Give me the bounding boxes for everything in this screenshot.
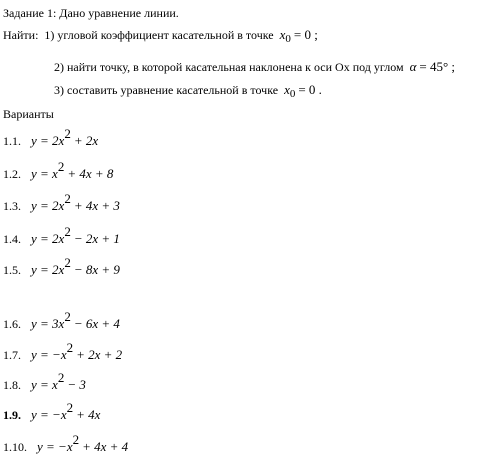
variant-item (3, 400, 101, 423)
step3-text: 3) составить уравнение касательной в точке (54, 83, 279, 97)
step2-math: α (409, 59, 417, 74)
variant-number: 1.3. (3, 199, 21, 213)
variant-item (3, 370, 86, 393)
variant-formula-post: + 4x (76, 407, 101, 422)
variant-number: 1.8. (3, 378, 21, 392)
variant-number: 1.5. (3, 263, 21, 277)
variant-number: 1.7. (3, 348, 21, 362)
variant-formula-exp: 2 (64, 126, 71, 141)
task-step-1 (3, 28, 318, 46)
step2-tail: = 45° ; (419, 59, 456, 74)
variant-item (3, 191, 120, 214)
variant-formula-post: − 8x + 9 (73, 262, 120, 277)
variant-formula-exp: 2 (64, 255, 71, 270)
step1-tail: = 0 ; (293, 27, 318, 42)
variant-formula-pre: y = 2x (31, 231, 65, 246)
variant-number: 1.2. (3, 167, 21, 181)
variant-number: 1.6. (3, 317, 21, 331)
variant-formula-exp: 2 (64, 224, 71, 239)
variants-header: Варианты (3, 107, 54, 121)
variant-formula-pre: y = −x (31, 407, 67, 422)
step2-text: 2) найти точку, в которой касательная наклонена к оси Ox под углом (54, 60, 404, 74)
variant-formula-post: − 2x + 1 (73, 231, 120, 246)
variant-formula-post: − 6x + 4 (73, 316, 120, 331)
variant-formula-exp: 2 (66, 340, 74, 355)
variant-number: 1.1. (3, 134, 21, 148)
task-title: Задание 1: Дано уравнение линии. (3, 6, 179, 20)
variant-number: 1.4. (3, 232, 21, 246)
variant-formula-pre: y = −x (31, 347, 67, 362)
variant-formula-exp: 2 (57, 370, 65, 385)
variant-formula-post: + 4x + 3 (73, 198, 120, 213)
step3-tail: = 0 . (298, 82, 322, 97)
variant-item (3, 224, 120, 247)
variant-formula-post: + 2x (73, 133, 99, 148)
variant-formula-pre: y = 2x (31, 262, 65, 277)
variant-formula-pre: y = x (31, 166, 58, 181)
variant-formula-post: − 3 (67, 377, 86, 392)
variant-formula-exp: 2 (72, 432, 80, 447)
find-label: Найти: (3, 28, 39, 42)
step3-sub: 0 (289, 88, 296, 100)
variant-formula-exp: 2 (64, 309, 71, 324)
task-step-2 (54, 60, 455, 74)
variant-formula-exp: 2 (66, 400, 74, 415)
variant-formula-pre: y = −x (37, 439, 73, 454)
variant-formula-exp: 2 (57, 159, 65, 174)
variant-formula-pre: y = 3x (31, 316, 65, 331)
step1-math: x (279, 27, 286, 42)
variant-formula-post: + 4x + 4 (82, 439, 129, 454)
variant-item (3, 255, 120, 278)
variant-formula-pre: y = 2x (31, 133, 65, 148)
variant-number: 1.9. (3, 408, 21, 422)
variant-item (3, 340, 123, 363)
step1-text: 1) угловой коэффициент касательной в точке (44, 28, 274, 42)
variant-item (3, 309, 120, 332)
variant-item (3, 159, 114, 182)
variant-formula-post: + 2x + 2 (76, 347, 123, 362)
variant-number: 1.10. (3, 440, 27, 454)
step1-sub: 0 (285, 33, 291, 45)
task-step-3 (54, 83, 322, 101)
variant-formula-exp: 2 (64, 191, 71, 206)
variant-formula-pre: y = 2x (31, 198, 65, 213)
step3-math: x (284, 82, 290, 97)
variant-formula-pre: y = x (31, 377, 58, 392)
variant-item (3, 432, 129, 455)
variant-item (3, 126, 99, 149)
variant-formula-post: + 4x + 8 (67, 166, 114, 181)
